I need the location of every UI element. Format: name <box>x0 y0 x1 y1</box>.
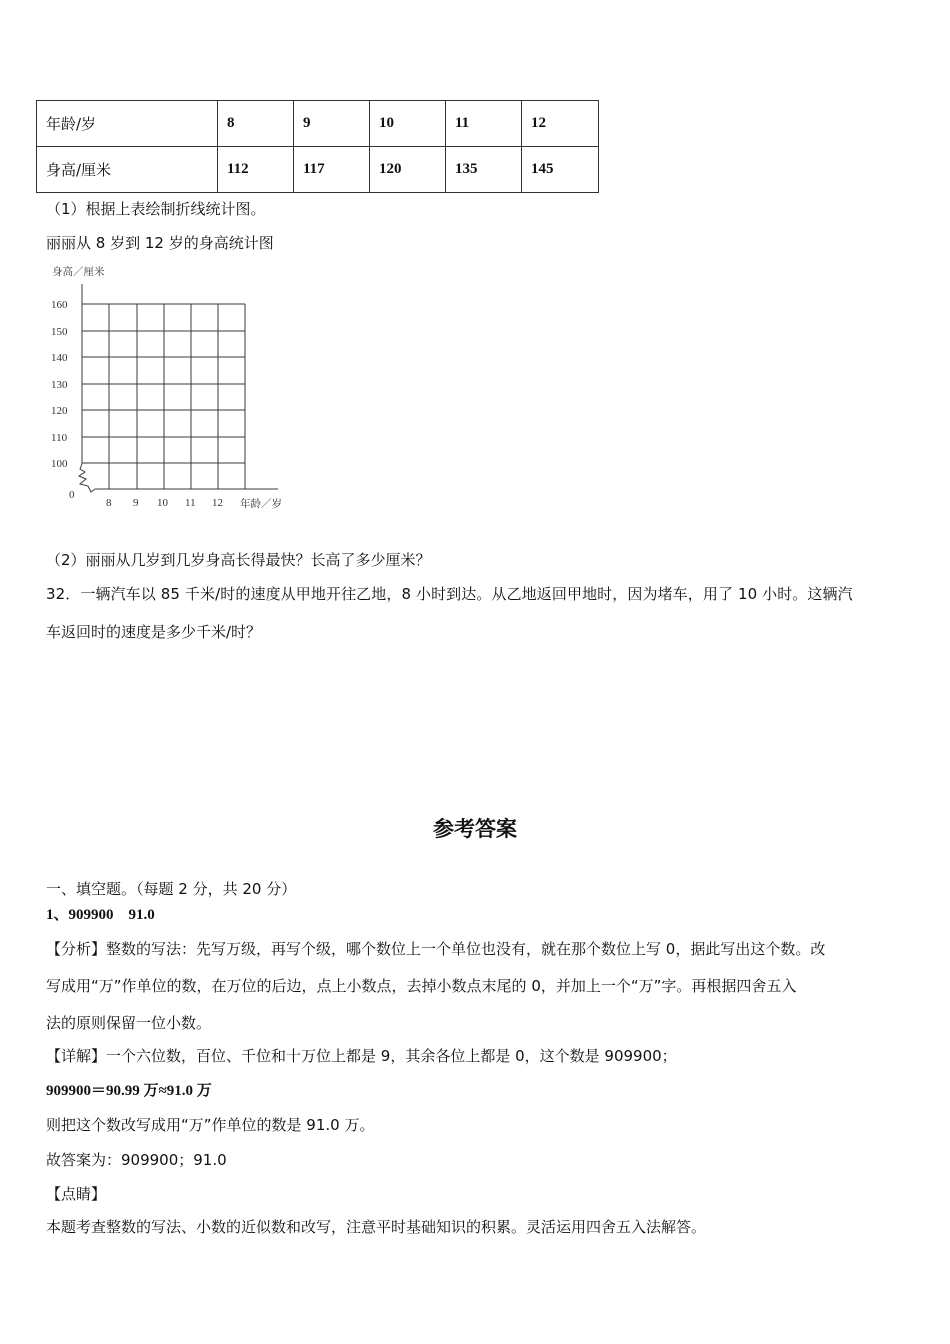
table-cell: 117 <box>294 147 370 193</box>
svg-text:0: 0 <box>69 489 75 501</box>
comment-label: 【点睛】 <box>46 1185 107 1203</box>
svg-text:11: 11 <box>185 497 196 509</box>
comment-line-1: 本题考查整数的写法、小数的近似数和改写，注意平时基础知识的积累。灵活运用四舍五入法解答。 <box>46 1218 707 1236</box>
table-cell: 8 <box>218 101 294 147</box>
svg-text:130: 130 <box>51 379 68 391</box>
analysis-line-2: 写成用“万”作单位的数，在万位的后边，点上小数点，去掉小数点末尾的 0，并加上一个“万”字。再根据四舍五入 <box>46 977 797 995</box>
svg-text:100: 100 <box>51 458 68 470</box>
detail-label: 【详解】 <box>46 1047 107 1065</box>
table-cell: 12 <box>522 101 599 147</box>
table-header-height: 身高/厘米 <box>37 147 218 193</box>
analysis-line-3: 法的原则保留一位小数。 <box>46 1014 212 1032</box>
question-31-part2: （2）丽丽从几岁到几岁身高长得最快？长高了多少厘米？ <box>46 551 431 569</box>
answers-title: 参考答案 <box>433 817 517 841</box>
x-axis-label: 年龄／岁 <box>240 498 282 510</box>
table-cell: 120 <box>370 147 446 193</box>
svg-text:12: 12 <box>212 497 223 509</box>
answers-section-heading: 一、填空题。（每题 2 分，共 20 分） <box>46 880 297 898</box>
question-31-part1: （1）根据上表绘制折线统计图。 <box>46 200 266 218</box>
svg-text:110: 110 <box>51 432 68 444</box>
table-row-height <box>37 147 599 193</box>
detail-line-4: 故答案为：909900；91.0 <box>46 1151 227 1169</box>
table-cell: 135 <box>446 147 522 193</box>
svg-text:120: 120 <box>51 405 68 417</box>
table-cell: 10 <box>370 101 446 147</box>
detail-line-2: 909900＝90.99 万≈91.0 万 <box>46 1083 212 1099</box>
svg-text:160: 160 <box>51 299 68 311</box>
table-cell: 9 <box>294 101 370 147</box>
chart-title: 丽丽从 8 岁到 12 岁的身高统计图 <box>46 234 274 252</box>
analysis-line-1: 【分析】整数的写法：先写万级，再写个级，哪个数位上一个单位也没有，就在那个数位上写 0，据此写出这个数。改 <box>46 940 826 958</box>
question-32-line2: 车返回时的速度是多少千米/时？ <box>46 623 262 641</box>
analysis-label: 【分析】 <box>46 940 107 958</box>
svg-text:9: 9 <box>133 497 139 509</box>
age-height-table <box>36 100 599 193</box>
question-32-line1: 32．一辆汽车以 85 千米/时的速度从甲地开往乙地，8 小时到达。从乙地返回甲地时，因为堵车，用了 10 小时。这辆汽 <box>46 585 853 603</box>
detail-line-1: 【详解】一个六位数，百位、千位和十万位上都是 9，其余各位上都是 0，这个数是 909900； <box>46 1047 677 1065</box>
table-cell: 112 <box>218 147 294 193</box>
table-cell: 11 <box>446 101 522 147</box>
svg-text:150: 150 <box>51 326 68 338</box>
detail-line-3: 则把这个数改写成用“万”作单位的数是 91.0 万。 <box>46 1116 375 1134</box>
svg-text:10: 10 <box>157 497 168 509</box>
table-row-age <box>37 101 599 147</box>
y-axis-label: 身高／厘米 <box>52 266 105 278</box>
svg-text:8: 8 <box>106 497 112 509</box>
table-cell: 145 <box>522 147 599 193</box>
svg-text:140: 140 <box>51 352 68 364</box>
answer-item-1: 1、909900 91.0 <box>46 907 155 923</box>
table-header-age: 年龄/岁 <box>37 101 218 147</box>
